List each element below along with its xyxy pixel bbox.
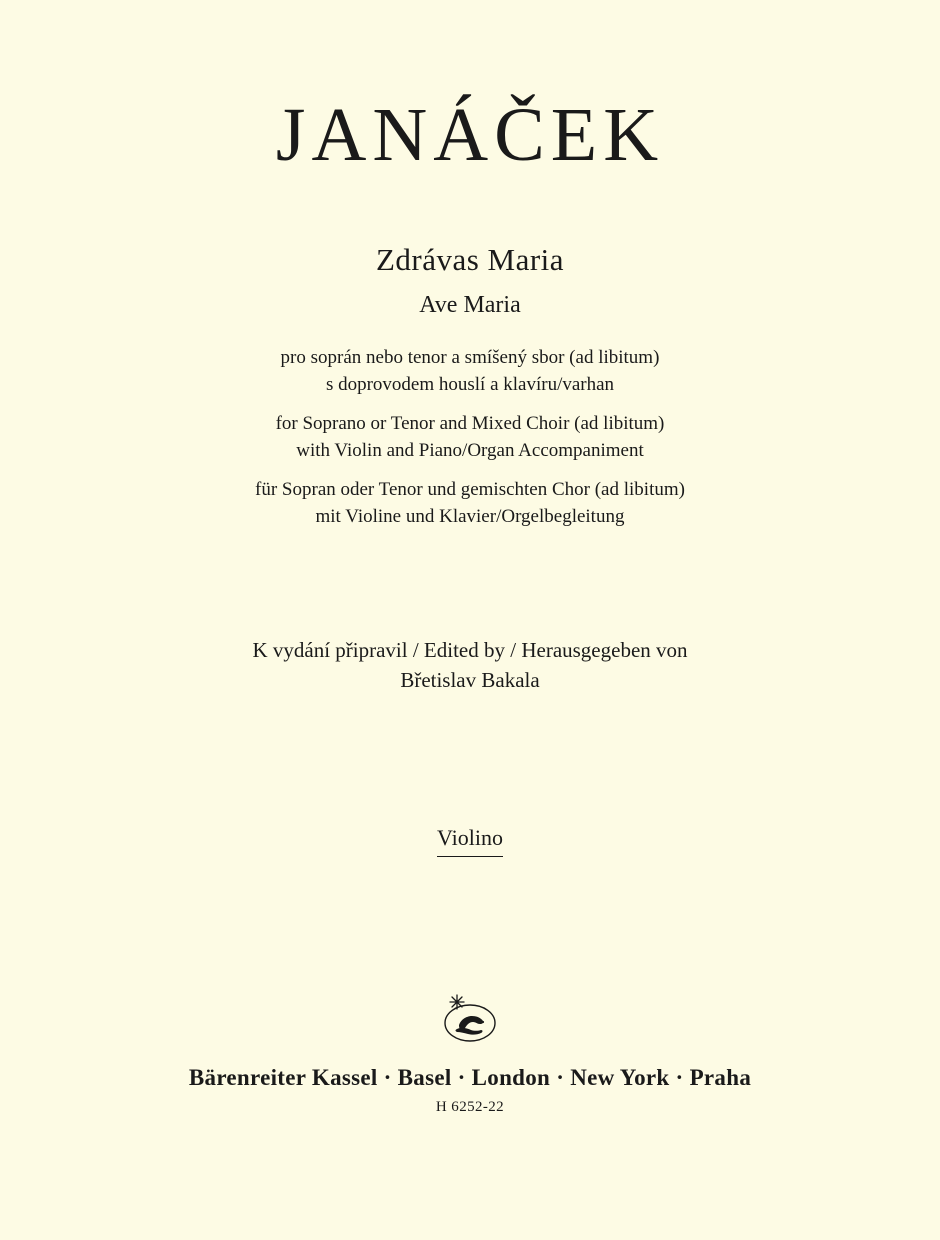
work-title-czech: Zdrávas Maria <box>375 241 565 277</box>
composer-name: JANÁČEK <box>275 93 665 177</box>
scoring-german-line-1: für Sopran oder Tenor und gemischten Chor (ad libitum) <box>255 478 685 500</box>
editor-credit <box>252 635 687 696</box>
scoring-english-line-2: with Violin and Piano/Organ Accompaniment <box>296 439 644 461</box>
publisher-line: Bärenreiter Kassel · Basel · London · New York · Praha <box>188 1064 752 1090</box>
scoring-english-line-1: for Soprano or Tenor and Mixed Choir (ad libitum) <box>275 412 665 434</box>
scoring-czech-line-2: s doprovodem houslí a klavíru/varhan <box>325 373 615 395</box>
scoring-czech <box>255 345 685 399</box>
editor-credit-label: K vydání připravil / Edited by / Herausgegeben von <box>252 637 688 662</box>
part-designation: Violino <box>437 825 503 856</box>
scoring-czech-line-1: pro soprán nebo tenor a smíšený sbor (ad libitum) <box>280 346 660 368</box>
scoring-german <box>255 477 685 531</box>
scoring-german-line-2: mit Violine und Klavier/Orgelbegleitung <box>315 505 625 527</box>
scoring-description <box>255 345 685 531</box>
scoring-english <box>255 411 685 465</box>
editor-name: Břetislav Bakala <box>400 668 540 693</box>
work-title-latin: Ave Maria <box>419 291 521 318</box>
barenreiter-bear-logo <box>437 985 503 1051</box>
plate-number: H 6252-22 <box>435 1098 505 1115</box>
